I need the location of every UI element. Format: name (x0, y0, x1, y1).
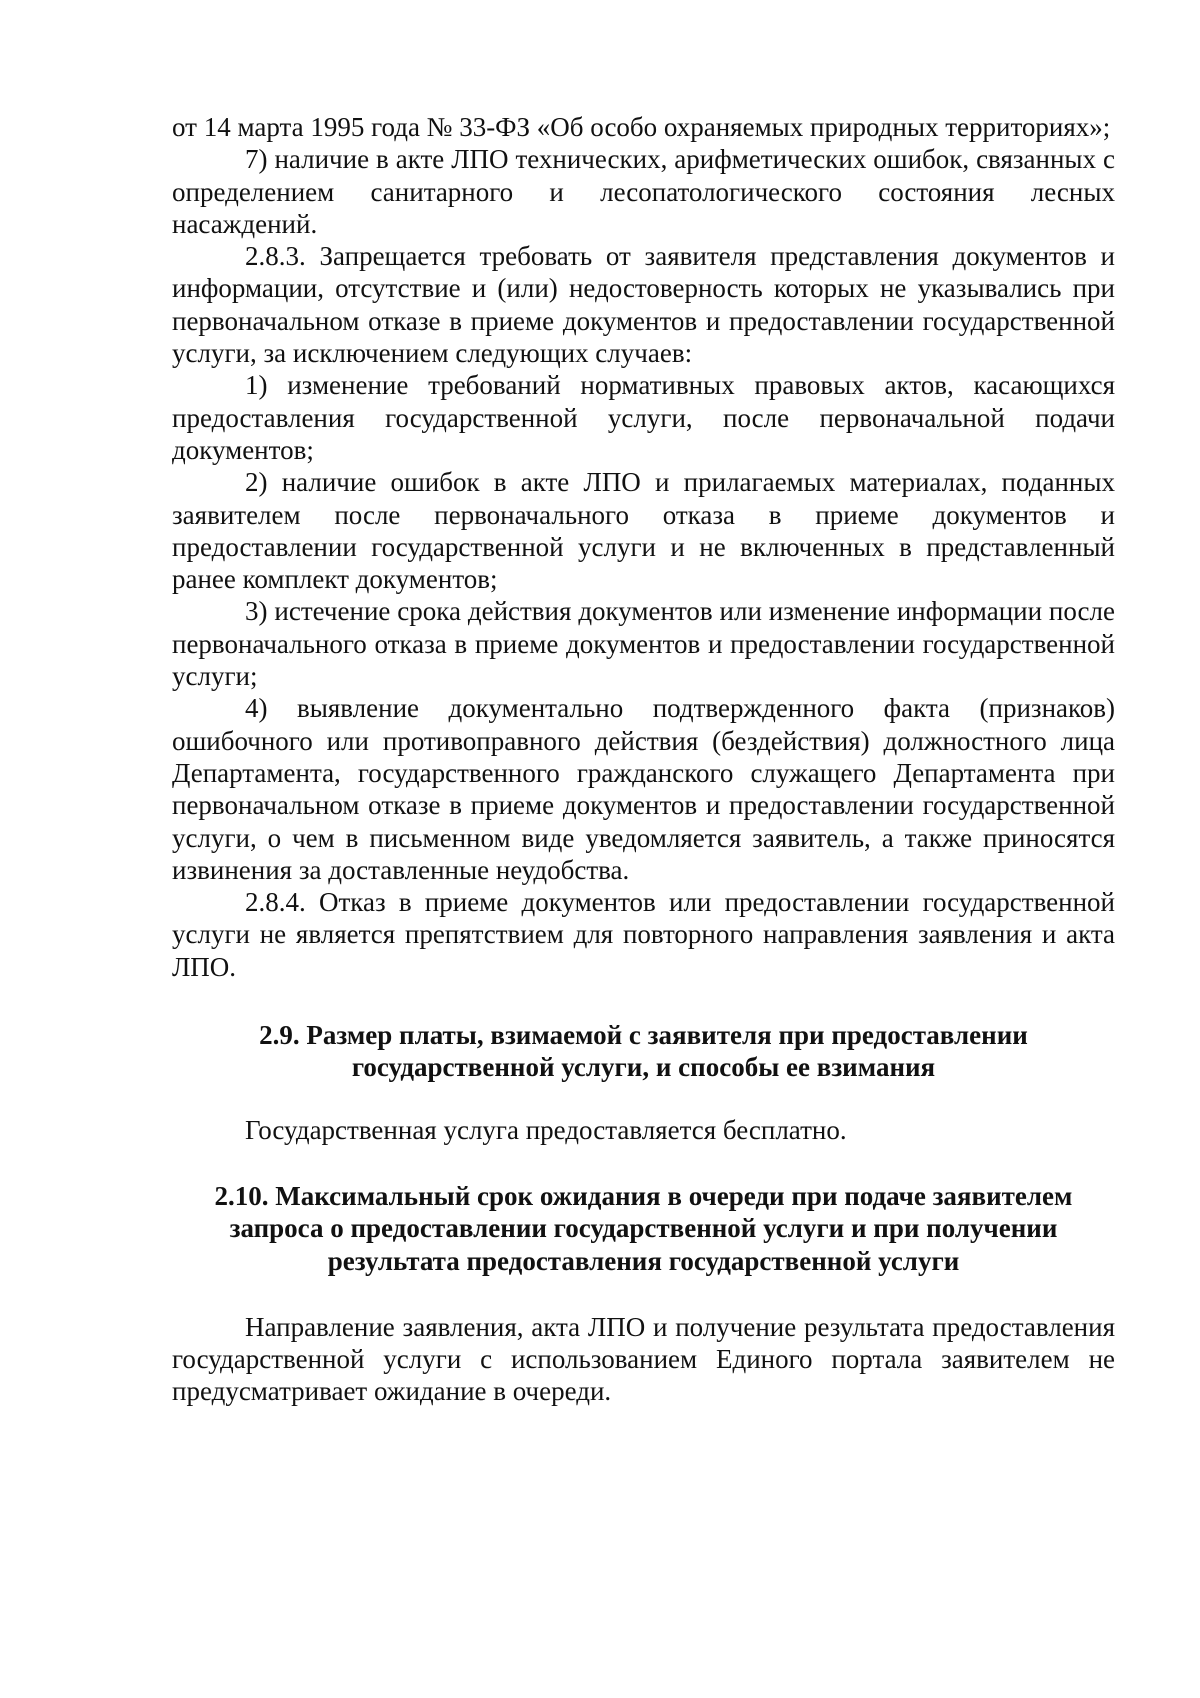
section-heading-2-10-line-2: запроса о предоставлении государственной услуги и при получении (229, 1213, 1058, 1244)
section-heading-2-9-line-2: государственной услуги, и способы ее взимания (351, 1052, 936, 1083)
section-heading-2-10-line-3: результата предоставления государственной услуги (327, 1245, 960, 1276)
paragraph-2-8-3: 2.8.3. Запрещается требовать от заявителя представления документов и информации, отсутствие и (или) недостоверность которых не указывались при первоначальном отказе в приеме документов и предоставлении государственной услуги, за исключением следующих случаев: (172, 241, 1115, 369)
paragraph-continuation: от 14 марта 1995 года № 33-ФЗ «Об особо охраняемых природных территориях»; (172, 112, 1111, 142)
list-item-4: 4) выявление документально подтвержденного факта (признаков) ошибочного или противоправного действия (бездействия) должностного лица Департамента, государственного гражданского служащего Департамента при первоначальном отказе в приеме документов и предоставлении государственной услуги, о чем в письменном виде уведомляется заявитель, а также приносятся извинения за доставленные неудобства. (172, 693, 1115, 885)
list-item-7: 7) наличие в акте ЛПО технических, арифметических ошибок, связанных с определением санитарного и лесопатологического состояния лесных насаждений. (172, 144, 1115, 239)
section-heading-2-9 (172, 1019, 1115, 1084)
section-heading-2-10 (172, 1180, 1115, 1277)
section-heading-2-10-line-1: 2.10. Максимальный срок ожидания в очереди при подаче заявителем (214, 1180, 1073, 1211)
paragraph-2-8-4: 2.8.4. Отказ в приеме документов или предоставлении государственной услуги не является препятствием для повторного направления заявления и акта ЛПО. (172, 887, 1115, 982)
section-2-9-body: Государственная услуга предоставляется бесплатно. (245, 1114, 847, 1145)
list-item-1: 1) изменение требований нормативных правовых актов, касающихся предоставления государственной услуги, после первоначальной подачи документов; (172, 370, 1115, 465)
list-item-3: 3) истечение срока действия документов или изменение информации после первоначального отказа в приеме документов и предоставлении государственной услуги; (172, 596, 1115, 692)
section-2-10-body: Направление заявления, акта ЛПО и получение результата предоставления государственной услуги с использованием Единого портала заявителем не предусматривает ожидание в очереди. (172, 1311, 1115, 1407)
list-item-2: 2) наличие ошибок в акте ЛПО и прилагаемых материалах, поданных заявителем после первоначального отказа в приеме документов и предоставлении государственной услуги и не включенных в представленный ранее комплект документов; (172, 467, 1115, 595)
document-body (172, 111, 1115, 1408)
section-heading-2-9-line-1: 2.9. Размер платы, взимаемой с заявителя при предоставлении (259, 1020, 1028, 1051)
